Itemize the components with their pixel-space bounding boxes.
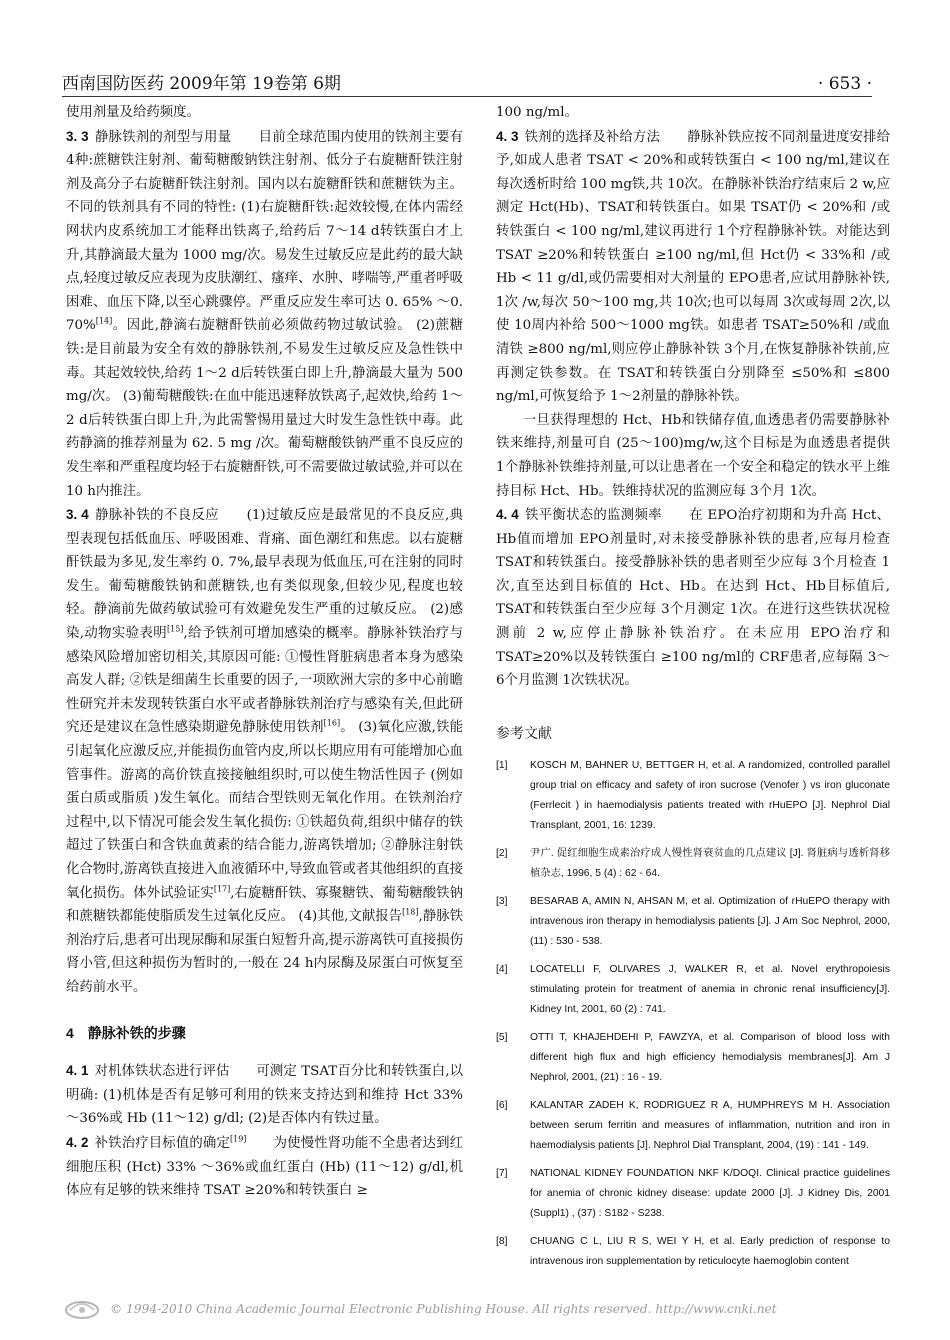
reference-item: [5] OTTI T, KHAJEHDEHI P, FAWZYA, et al. Comparison of blood loss with different high flux and high efficiency hemodialysis membranes[J]. Am J Nephrol, 2001, (21) : 16 - 19. [496,1032,890,1084]
section-heading-4: 4 静脉补铁的步骤 [66,1024,186,1041]
reference-item: [2] 尹广. 促红细胞生成素治疗成人慢性肾衰贫血的几点建议 [J]. 肾脏病与透析肾移植杂志, 1996, 5 (4) : 62 - 64. [496,848,890,880]
left-column [66,101,463,1203]
citation: [18] [402,907,419,917]
references-heading: 参考文献 [496,725,552,742]
citation: [14] [95,316,113,326]
journal-title: 西南国防医药 2009年第 19卷第 6期 [62,74,341,94]
citation: [19] [230,1134,247,1144]
paragraph-continuation: 100 ng/ml。 [496,105,578,120]
section-3-4: 3. 4 静脉补铁的不良反应 (1)过敏反应是最常见的不良反应,典型表现包括低血压、呼吸困难、背痛、面色潮红和焦虑。以右旋糖酐铁最为多见,发生率约 0. 7%,最早表现为低血压,可在注射的同时发生。葡萄糖酸铁钠和蔗糖铁,也有类似现象,但较少见,程度也较轻。静滴前先做药敏试验可有效避免发生严重的过敏反应。 (2)感染,动物实验表明[15],给予铁剂可增加感染的概率。静脉补铁治疗与感染风险增加密切相关,其原因可能: ①慢性肾脏病患者本身为感染高发人群; ②铁是细菌生长重要的因子,一项欧洲大宗的多中心前瞻性研究并未发现转铁蛋白水平或者静脉铁剂治疗与感染有关,但此研究还是建议在急性感染期避免静脉使用铁剂[16]。 (3)氧化应激,铁能引起氧化应激反应,并能损伤血管内皮,所以长期应用有可能增加心血管事件。游离的高价铁直接接触组织时,可以使生物活性因子 (例如蛋白质或脂质 )发生氧化。而结合型铁则无氧化作用。在铁剂治疗过程中,以下情况可能会发生氧化损伤: ①铁超负荷,组织中储存的铁超过了铁蛋白和含铁血黄素的结合能力,游离铁增加; ②静脉注射铁化合物时,游离铁直接进入血液循环中,导致血管或者其他组织的直接氧化损伤。体外试验证实[17],右旋糖酐铁、寡聚糖铁、葡萄糖酸铁钠和蔗糖铁都能使脂质发生过氧化反应。 (4)其他,文献报告[18],静脉铁剂治疗后,患者可出现尿酶和尿蛋白短暂升高,提示游离铁可直接损伤肾小管,但这种损伤为暂时的,一般在 24 h内尿酶及尿蛋白可恢复至给药前水平。 [66,507,463,995]
subsection-heading: 4. 1 对机体铁状态进行评估 [66,1063,230,1080]
section-4-1: 4. 1 对机体铁状态进行评估 可测定 TSAT百分比和转铁蛋白,以明确: (1)机体是否有足够可利用的铁来支持达到和维持 Hct 33% ～36%或 Hb (11～12) g/dl; (2)是否体内有铁过量。 [66,1063,463,1127]
subsection-heading: 4. 2 补铁治疗目标值的确定 [66,1134,230,1151]
citation: [15] [167,624,184,634]
right-column [496,101,890,1280]
reference-item: [8] CHUANG C L, LIU R S, WEI Y H, et al. Early prediction of response to intravenous iron supplementation by reticulocyte haemoglobin content [496,1236,890,1268]
reference-item: [3] BESARAB A, AMIN N, AHSAN M, et al. Optimization of rHuEPO therapy with intravenous iron therapy in hemodialysis patients [J]. J Am Soc Nephrol, 2000, (11) : 530 - 538. [496,896,890,948]
section-4-4: 4. 4 铁平衡状态的监测频率 在 EPO治疗初期和为升高 Hct、Hb值而增加 EPO剂量时,对未接受静脉补铁的患者,应每月检查 TSAT和转铁蛋白。接受静脉补铁的患者则至少应每 3个月检查 1次,直至达到目标值的 Hct、Hb。在达到 Hct、Hb目标值后, TSAT和转铁蛋白至少应每 3个月测定 1次。在进行这些铁状况检测前 2 w,应停止静脉补铁治疗。在未应用 EPO治疗和 TSAT≥20%以及转铁蛋白 ≥100 ng/ml的 CRF患者,应每隔 3～6个月监测 1次铁状况。 [496,507,890,689]
copyright-footer [62,1296,892,1322]
page-number: · 653 · [817,74,872,94]
section-4-2: 4. 2 补铁治疗目标值的确定[19] 为使慢性肾功能不全患者达到红细胞压积 (Hct) 33% ～36%或血红蛋白 (Hb) (11～12) g/dl,机体应有足够的铁来维持 TSAT ≥20%和转铁蛋白 ≥ [66,1134,464,1199]
paragraph: 使用剂量及给药频度。 [66,105,200,120]
copyright-text: © 1994-2010 China Academic Journal Electronic Publishing House. All rights reserved. http://www.cnki.net [110,1302,777,1316]
section-4-3: 4. 3 铁剂的选择及补给方法 静脉补铁应按不同剂量进度安排给予,如成人患者 TSAT < 20%和或转铁蛋白 < 100 ng/ml,建议在每次透析时给 100 mg铁,共 10次。在静脉补铁治疗结束后 2 w,应测定 Hct(Hb)、TSAT和转铁蛋白。如果 TSAT仍 < 20%和 /或转铁蛋白 < 100 ng/ml,建议再进行 1个疗程静脉补铁。对能达到 TSAT ≥20%和转铁蛋白 ≥100 ng/ml,但 Hct仍 < 33%和 /或 Hb < 11 g/dl,或仍需要相对大剂量的 EPO患者,应试用静脉补铁, 1次 /w,每次 50～100 mg,共 10次;也可以每周 3次或每周 2次,以使 10周内补给 500～1000 mg铁。如患者 TSAT≥50%和 /或血清铁 ≥800 ng/ml,则应停止静脉补铁 3个月,在恢复静脉补铁前,应再测定铁参数。在 TSAT和转铁蛋白分别降至 ≤50%和 ≤800 ng/ml,可恢复给予 1～2剂量的静脉补铁。 [496,128,891,405]
cnki-logo-icon [62,1296,102,1322]
reference-item: [4] LOCATELLI F, OLIVARES J, WALKER R, et al. Novel erythropoiesis stimulating protein for treatment of anemia in chronic renal insufficiency[J]. Kidney Int, 2001, 60 (2) : 741. [496,964,890,1016]
subsection-heading: 4. 3 铁剂的选择及补给方法 [496,128,661,145]
reference-list [496,756,890,1272]
paragraph: 一旦获得理想的 Hct、Hb和铁储存值,血透患者仍需要静脉补铁来维持,剂量可自 (25～100)mg/w,这个目标是为血透患者提供 1个静脉补铁维持剂量,可以让患者在一个安全和稳定的铁水平上维持目标 Hct、Hb。铁维持状况的监测应每 3个月 1次。 [496,412,890,499]
header-rule [62,96,872,97]
subsection-heading: 3. 3 静脉铁剂的剂型与用量 [66,128,232,145]
reference-item: [7] NATIONAL KIDNEY FOUNDATION NKF K/DOQI. Clinical practice guidelines for anemia of chronic kidney disease: update 2000 [J]. J Kidney Dis, 2001 (Suppl1) , (37) : S182 - S238. [496,1168,890,1220]
citation: [17] [213,884,231,894]
reference-item: [6] KALANTAR ZADEH K, RODRIGUEZ R A, HUMPHREYS M H. Association between serum ferritin and measures of inflammation, nutrition and iron in haemodialysis patients [J]. Nephrol Dial Transplant, 2004, (19) : 141 - 149. [496,1100,890,1152]
reference-item: [1] KOSCH M, BAHNER U, BETTGER H, et al. A randomized, controlled parallel group trial on efficacy and safety of iron sucrose (Venofer ) vs iron gluconate (Ferrlecit ) in haemodialysis patients treated with rHuEPO [J]. Nephrol Dial Transplant, 2001, 16: 1239. [496,760,890,832]
subsection-heading: 4. 4 铁平衡状态的监测频率 [496,507,662,524]
running-header [62,64,872,94]
subsection-heading: 3. 4 静脉补铁的不良反应 [66,507,220,524]
citation: [16] [323,718,341,728]
section-3-3: 3. 3 静脉铁剂的剂型与用量 目前全球范围内使用的铁剂主要有 4种:蔗糖铁注射剂、葡萄糖酸钠铁注射剂、低分子右旋糖酐铁注射剂及高分子右旋糖酐铁注射剂。国内以右旋糖酐铁和蔗糖铁为主。不同的铁剂具有不同的特性: (1)右旋糖酐铁:起效较慢,在体内需经网状内皮系统加工才能释出铁离子,给药后 7～14 d转铁蛋白才上升,其静滴最大量为 1000 mg/次。易发生过敏反应是此药的最大缺点,轻度过敏反应表现为皮肤潮红、瘙痒、水肿、哮喘等,严重者呼吸困难、血压下降,以至心跳骤停。严重反应发生率可达 0. 65% ～0. 70%[14]。因此,静滴右旋糖酐铁前必须做药物过敏试验。 (2)蔗糖铁:是目前最为安全有效的静脉铁剂,不易发生过敏反应及急性铁中毒。其起效较快,给药 1～2 d后转铁蛋白即上升,静滴最大量为 500 mg/次。 (3)葡萄糖酸铁:在血中能迅速释放铁离子,起效快,给药 1～2 d后转铁蛋白即上升,为此需警惕用量过大时发生急性铁中毒。此药静滴的推荐剂量为 62. 5 mg /次。葡萄糖酸铁钠严重不良反应的发生率和严重程度均轻于右旋糖酐铁,可不需要做过敏试验,并可以在 10 h内推注。 [66,128,464,499]
